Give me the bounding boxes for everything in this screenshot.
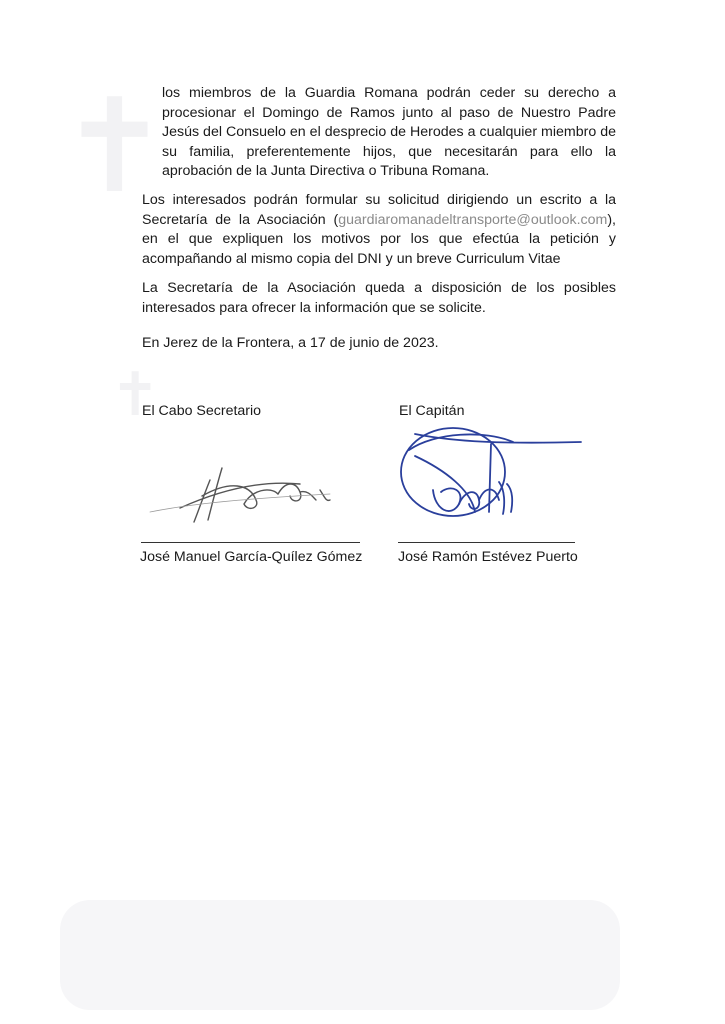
secretary-role-label: El Cabo Secretario (142, 403, 262, 419)
paragraph-2 (142, 191, 616, 269)
email-link[interactable]: guardiaromanadeltransporte@outlook.com (338, 211, 608, 228)
captain-name: José Ramón Estévez Puerto (398, 549, 578, 565)
paragraph-1: los miembros de la Guardia Romana podrán ceder su derecho a procesionar el Domingo de Ramos junto al paso de Nuestro Padre Jesús del Consuelo en el desprecio de Herodes a cualquier miembro de su familia, preferentemente hijos, que necesitarán para ello la aprobación de la Junta Directiva o Tribuna Romana. (162, 85, 616, 180)
watermark: ✝ (60, 70, 169, 222)
secretary-signature-line (141, 542, 360, 543)
captain-signature (395, 420, 595, 525)
watermark (60, 900, 620, 1010)
date-line: En Jerez de la Frontera, a 17 de junio de 2023. (142, 335, 439, 351)
secretary-signature (140, 450, 350, 530)
paragraph-3: La Secretaría de la Asociación queda a disposición de los posibles interesados para ofrecer la información que se solicite. (142, 280, 616, 316)
secretary-name: José Manuel García-Quílez Gómez (140, 549, 363, 565)
captain-role-label: El Capitán (399, 403, 465, 419)
watermark: ✝ (110, 360, 161, 430)
captain-signature-line (398, 542, 575, 543)
paragraph-2-text: ), en el que expliquen los motivos por los que efectúa la petición y acompañando al mismo copia del DNI y un breve Curriculum Vitae (142, 211, 616, 267)
paragraph-2-text: Los interesados podrán formular su solicitud dirigiendo un escrito a la Secretaría de la Asociación ( (142, 192, 616, 228)
